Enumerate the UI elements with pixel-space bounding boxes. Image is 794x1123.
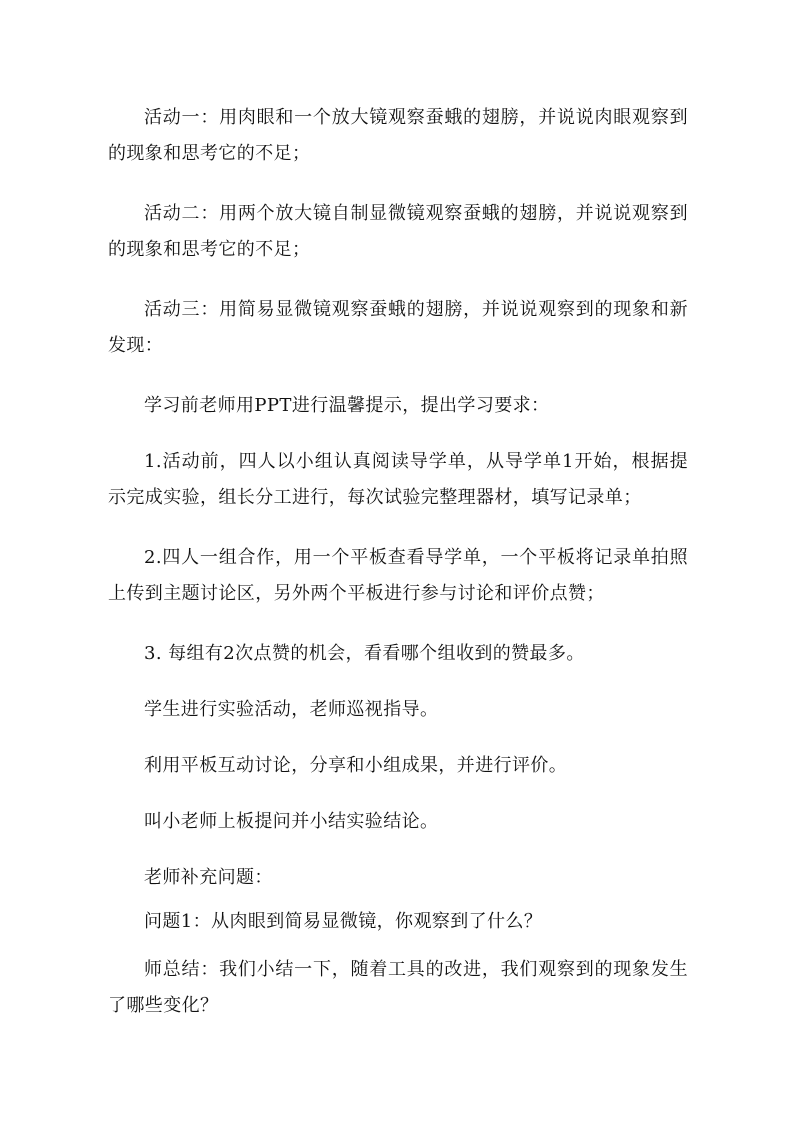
paragraph-activity-1: 活动一：用肉眼和一个放大镜观察蚕蛾的翅膀，并说说肉眼观察到的现象和思考它的不足； bbox=[108, 107, 688, 164]
paragraph-student-experiment: 学生进行实验活动，老师巡视指导。 bbox=[144, 699, 439, 720]
paragraph-small-teacher: 叫小老师上板提问并小结实验结论。 bbox=[144, 811, 439, 832]
paragraph-tablet-discussion: 利用平板互动讨论，分享和小组成果，并进行评价。 bbox=[144, 755, 568, 776]
paragraph-teacher-supplement: 老师补充问题： bbox=[144, 867, 273, 888]
paragraph-teacher-summary: 师总结：我们小结一下，随着工具的改进，我们观察到的现象发生了哪些变化？ bbox=[108, 959, 688, 1016]
paragraph-requirement-3: 3. 每组有2次点赞的机会，看看哪个组收到的赞最多。 bbox=[144, 643, 585, 664]
paragraph-requirement-1: 1.活动前，四人以小组认真阅读导学单，从导学单1开始，根据提示完成实验，组长分工进行，每次试验完整理器材，填写记录单； bbox=[108, 451, 688, 508]
paragraph-requirement-2: 2.四人一组合作，用一个平板查看导学单，一个平板将记录单拍照上传到主题讨论区，另外两个平板进行参与讨论和评价点赞； bbox=[108, 547, 688, 604]
paragraph-activity-2: 活动二：用两个放大镜自制显微镜观察蚕蛾的翅膀，并说说观察到的现象和思考它的不足； bbox=[108, 203, 688, 260]
paragraph-activity-3: 活动三：用简易显微镜观察蚕蛾的翅膀，并说说观察到的现象和新发现： bbox=[108, 299, 688, 356]
paragraph-learning-requirements: 学习前老师用PPT进行温馨提示，提出学习要求： bbox=[144, 395, 550, 416]
paragraph-question-1: 问题1：从肉眼到简易显微镜，你观察到了什么？ bbox=[144, 911, 543, 932]
